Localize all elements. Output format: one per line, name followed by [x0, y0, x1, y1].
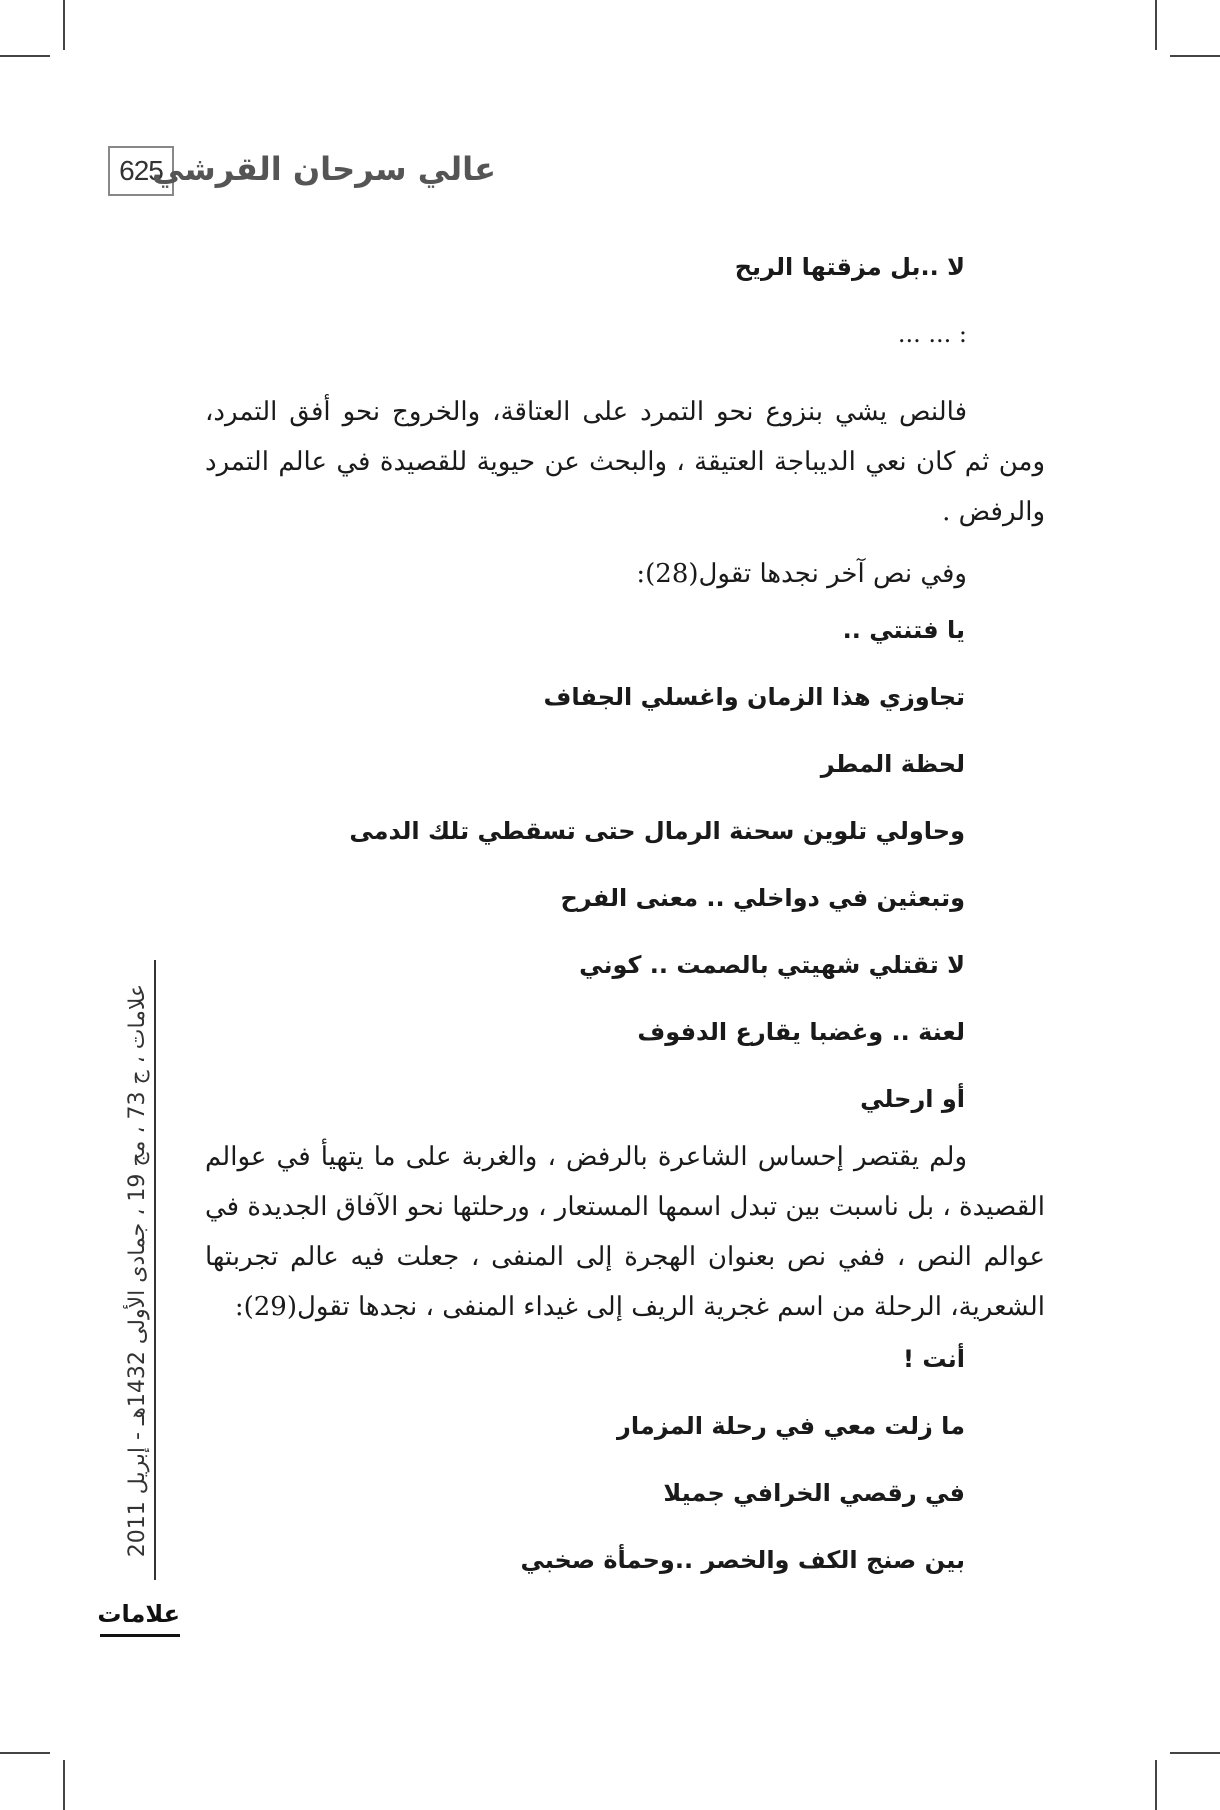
crop-mark	[1170, 1752, 1220, 1754]
crop-mark	[0, 55, 50, 57]
poem-intro: وفي نص آخر نجدها تقول(28):	[636, 559, 967, 589]
page-number: 625	[108, 146, 174, 196]
journal-logo: علامات	[100, 1600, 180, 1637]
crop-mark	[63, 1760, 65, 1810]
poem-line: لحظة المطر	[820, 750, 965, 778]
poem-line: وتبعثين في دواخلي .. معنى الفرح	[560, 884, 965, 912]
poem-line: بين صنج الكف والخصر ..وحمأة صخبي	[520, 1546, 965, 1574]
poem-line: وحاولي تلوين سحنة الرمال حتى تسقطي تلك الدمى	[349, 817, 965, 845]
crop-mark	[1170, 55, 1220, 57]
poem-line: أنت !	[903, 1345, 965, 1373]
paragraph: فالنص يشي بنزوع نحو التمرد على العتاقة، والخروج نحو أفق التمرد، ومن ثم كان نعي الديباجة العتيقة ، والبحث عن حيوية للقصيدة في عالم التمرد والرفض .	[205, 397, 1045, 527]
crop-mark	[1155, 1760, 1157, 1810]
poem-line: تجاوزي هذا الزمان واغسلي الجفاف	[543, 683, 965, 711]
poem-line: لعنة .. وغضبا يقارع الدفوف	[637, 1018, 965, 1046]
sidebar-rule	[154, 960, 156, 1580]
verse-line: لا ..بل مزقتها الريح	[734, 253, 965, 281]
poem-line: ما زلت معي في رحلة المزمار	[617, 1412, 965, 1440]
journal-info-text: علامات ، ج 73 ، مج 19 ، جمادى الأولى 1432هـ - إبريل 2011	[125, 983, 151, 1557]
poem-line: لا تقتلي شهيتي بالصمت .. كوني	[579, 951, 965, 979]
poem-line: يا فتنتي ..	[842, 616, 965, 644]
poem-line: في رقصي الخرافي جميلا	[663, 1479, 965, 1507]
paragraph: ولم يقتصر إحساس الشاعرة بالرفض ، والغربة على ما يتهيأ في عوالم القصيدة ، بل ناسبت بين تبدل اسمها المستعار ، ورحلتها نحو الآفاق الجديدة في عوالم النص ، ففي نص بعنوان الهجرة إلى المنفى ، جعلت فيه عالم تجربتها الشعرية، الرحلة من اسم غجرية الريف إلى غيداء المنفى ، نجدها تقول(29):	[205, 1142, 1045, 1322]
crop-mark	[63, 0, 65, 50]
ellipsis: : ... ...	[897, 320, 967, 348]
poem-line: أو ارحلي	[860, 1085, 965, 1113]
crop-mark	[0, 1752, 50, 1754]
journal-info	[118, 960, 158, 1580]
page-body	[205, 250, 1045, 1610]
crop-mark	[1155, 0, 1157, 50]
running-title: عالي سرحان القرشي	[151, 150, 496, 188]
